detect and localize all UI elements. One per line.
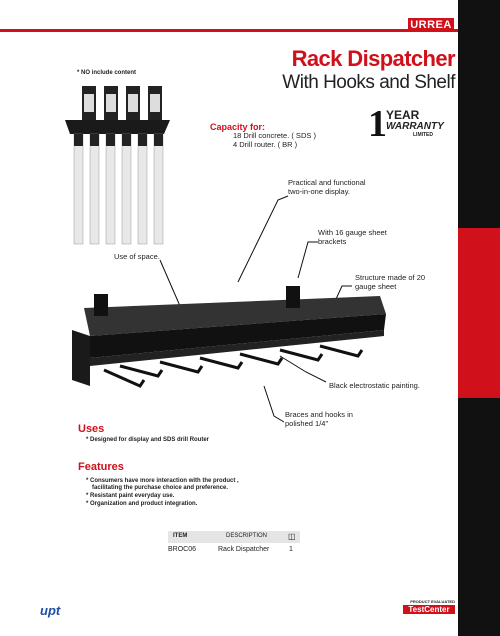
features-title: Features (78, 461, 124, 473)
callout-text: two-in-one display. (288, 187, 350, 196)
callout-text: Practical and functional (288, 178, 366, 187)
warranty-badge (368, 103, 448, 145)
warranty-limited: LIMITED (413, 132, 433, 138)
header-description: DESCRIPTION (226, 533, 268, 539)
capacity-title: Capacity for: (210, 122, 266, 132)
callout-space: Use of space. (114, 252, 160, 261)
callout-text: With 16 gauge sheet (318, 228, 387, 237)
uses-title: Uses (78, 423, 105, 435)
row-qty: 1 (289, 546, 293, 553)
capacity-line: 4 Drill router. ( BR ) (233, 140, 298, 149)
upt-logo: upt (40, 603, 61, 618)
warranty-number: 1 (368, 103, 387, 145)
test-center-badge (403, 599, 455, 614)
brand-logo: URREA (408, 18, 454, 32)
callout-text: Braces and hooks in (285, 410, 353, 419)
callout-text: gauge sheet (355, 282, 397, 291)
warranty-year: YEAR (386, 108, 420, 122)
test-center-logo: TestCenter (403, 605, 455, 614)
rack-illustration (60, 190, 455, 430)
features-item: * Organization and product integration. (86, 501, 198, 507)
content-note: * NO include content (77, 70, 137, 76)
header-rule (0, 29, 458, 32)
table-row (168, 543, 300, 555)
callout-painting: Black electrostatic painting. (329, 381, 420, 390)
side-strip-bottom (458, 398, 500, 636)
table-header (168, 531, 300, 543)
callout-text: Structure made of 20 (355, 273, 426, 282)
row-item: BROC06 (168, 546, 197, 553)
page-title: Rack Dispatcher (291, 46, 455, 71)
row-description: Rack Dispatcher (218, 546, 270, 553)
item-table (168, 531, 300, 555)
callout-text: polished 1/4" (285, 419, 329, 428)
test-center-caption: PRODUCT EVALUATED (410, 599, 455, 604)
features-item: * Resistant paint everyday use. (86, 493, 175, 499)
side-strip-top (458, 0, 500, 228)
page-subtitle: With Hooks and Shelf (282, 72, 455, 93)
uses-item: * Designed for display and SDS drill Router (86, 437, 210, 443)
capacity-line: 18 Drill concrete. ( SDS ) (233, 131, 316, 140)
warranty-label: WARRANTY (386, 121, 444, 132)
callout-text: brackets (318, 237, 347, 246)
box-icon: ◫ (288, 532, 296, 541)
side-strip-middle (458, 228, 500, 398)
features-item: * Consumers have more interaction with the product , (86, 478, 239, 484)
header-item: ITEM (173, 533, 188, 539)
features-item: facilitating the purchase choice and preference. (92, 485, 229, 491)
